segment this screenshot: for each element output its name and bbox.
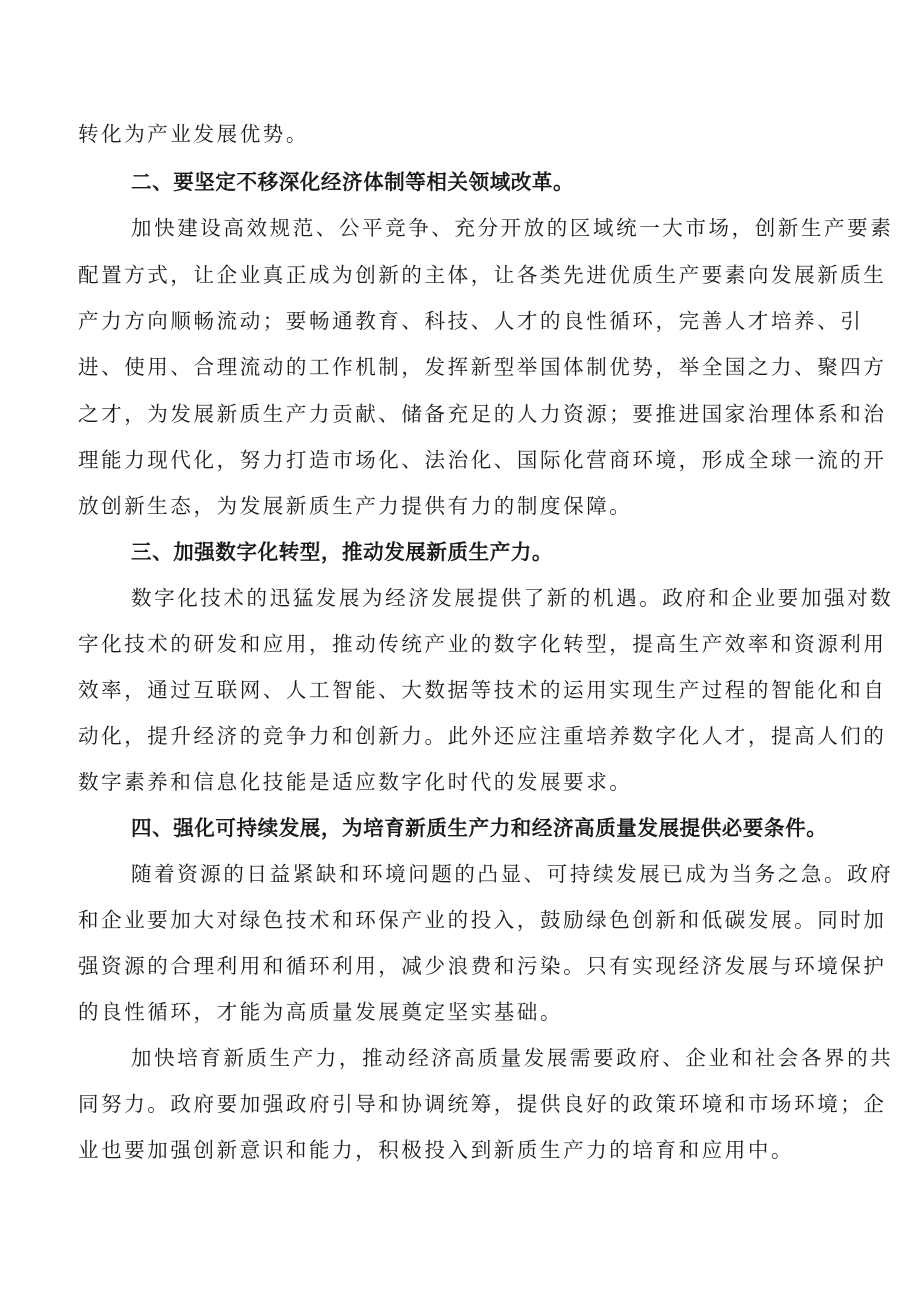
section-heading-4: 四、强化可持续发展，为培育新质生产力和经济高质量发展提供必要条件。 xyxy=(131,816,828,840)
text-line-4: 配置方式，让企业真正成为创新的主体，让各类先进优质生产要素向发展新质生 xyxy=(78,263,887,287)
text-line-19: 强资源的合理利用和循环利用，减少浪费和污染。只有实现经济发展与环境保护 xyxy=(78,954,887,978)
text-line-17: 随着资源的日益紧缺和环境问题的凸显、可持续发展已成为当务之急。政府 xyxy=(131,862,894,886)
text-line-8: 理能力现代化，努力打造市场化、法治化、国际化营商环境，形成全球一流的开 xyxy=(78,448,887,472)
text-line-15: 数字素养和信息化技能是适应数字化时代的发展要求。 xyxy=(78,770,633,794)
text-line-5: 产力方向顺畅流动；要畅通教育、科技、人才的良性循环，完善人才培养、引 xyxy=(78,309,864,333)
text-line-14: 动化，提升经济的竞争力和创新力。此外还应注重培养数字化人才，提高人们的 xyxy=(78,724,887,748)
text-line-11: 数字化技术的迅猛发展为经济发展提供了新的机遇。政府和企业要加强对数 xyxy=(131,586,894,610)
text-line-12: 字化技术的研发和应用，推动传统产业的数字化转型，提高生产效率和资源利用 xyxy=(78,632,887,656)
text-line-1: 转化为产业发展优势。 xyxy=(78,122,309,146)
text-line-23: 业也要加强创新意识和能力，积极投入到新质生产力的培育和应用中。 xyxy=(78,1138,795,1162)
text-line-13: 效率，通过互联网、人工智能、大数据等技术的运用实现生产过程的智能化和自 xyxy=(78,678,887,702)
text-line-18: 和企业要加大对绿色技术和环保产业的投入，鼓励绿色创新和低碳发展。同时加 xyxy=(78,908,887,932)
section-heading-3: 三、加强数字化转型，推动发展新质生产力。 xyxy=(131,540,553,564)
text-line-7: 之才，为发展新质生产力贡献、储备充足的人力资源；要推进国家治理体系和治 xyxy=(78,402,887,426)
text-line-21: 加快培育新质生产力，推动经济高质量发展需要政府、企业和社会各界的共 xyxy=(131,1046,894,1070)
text-line-9: 放创新生态，为发展新质生产力提供有力的制度保障。 xyxy=(78,494,633,518)
text-line-22: 同努力。政府要加强政府引导和协调统筹，提供良好的政策环境和市场环境；企 xyxy=(78,1092,887,1116)
text-line-20: 的良性循环，才能为高质量发展奠定坚实基础。 xyxy=(78,1000,564,1024)
text-line-3: 加快建设高效规范、公平竞争、充分开放的区域统一大市场，创新生产要素 xyxy=(131,216,894,240)
text-line-6: 进、使用、合理流动的工作机制，发挥新型举国体制优势，举全国之力、聚四方 xyxy=(78,355,887,379)
section-heading-2: 二、要坚定不移深化经济体制等相关领域改革。 xyxy=(131,170,575,194)
